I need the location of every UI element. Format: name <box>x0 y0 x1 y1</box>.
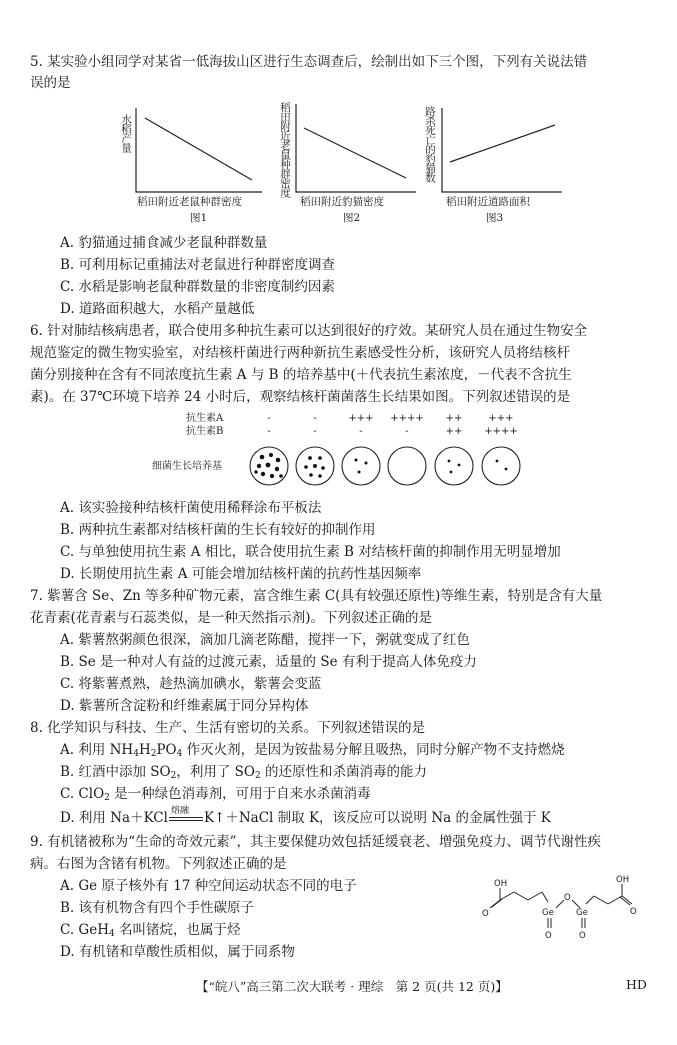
struct-ge-right: Ge <box>576 908 588 918</box>
q6-stem-line3: 菌分别接种在含有不同浓度抗生素 A 与 B 的培养基中(＋代表抗生素浓度，－代表不含抗生 <box>30 367 572 383</box>
fig1-caption: 图1 <box>190 212 208 224</box>
plate-1-colonies <box>254 453 283 478</box>
fig1-xlabel: 稻田附近老鼠种群密度 <box>137 196 242 208</box>
struct-oh-left: OH <box>494 879 508 889</box>
q9-option-c: C. GeH$_4$ 名叫锗烷，也属于烃 <box>60 922 241 939</box>
struct-o-right: O <box>630 907 637 917</box>
culture-plate-4 <box>388 447 426 485</box>
q7-stem-line2: 花青素(花青素与石蕊类似，是一种天然指示剂)。下列叙述正确的是 <box>30 610 433 626</box>
q6-stem-line4: 素)。在 37℃环境下培养 24 小时后，观察结核杆菌菌落生长结果如图。下列叙述错误的是 <box>30 389 571 405</box>
culture-plate-5 <box>435 447 473 485</box>
fig2-ylabel: 稻田附近老鼠种群密度 <box>279 102 291 197</box>
q7-option-a: A. 紫薯熬粥颜色很深，滴加几滴老陈醋，搅拌一下，粥就变成了红色 <box>60 632 470 648</box>
germanium-compound-structure <box>470 870 650 945</box>
row-b-plate-3: - <box>359 426 363 437</box>
q6-stem-line2: 规范鉴定的微生物实验室，对结核杆菌进行两种新抗生素感受性分析，该研究人员将结核杆 <box>30 345 570 361</box>
fig3-caption: 图3 <box>486 212 504 224</box>
q6-option-b: B. 两种抗生素都对结核杆菌的生长有较好的抑制作用 <box>60 522 376 538</box>
row-a-plate-5: ++ <box>445 413 463 424</box>
fig3-ylabel: 路杀死亡的豹猫数 <box>424 106 436 182</box>
row-a-plate-1: - <box>267 413 271 424</box>
struct-o-ge-left: O <box>545 931 552 941</box>
culture-plate-3 <box>342 447 380 485</box>
row-b-plate-6: ++++ <box>484 426 518 437</box>
q8-option-c: C. ClO$_2$ 是一种绿色消毒剂，可用于自来水杀菌消毒 <box>60 786 371 803</box>
row-b-plate-2: - <box>313 426 317 437</box>
plate-3-colonies <box>355 459 368 474</box>
plate-2-colonies <box>304 456 325 478</box>
q8-option-a: A. 利用 $NH_4H_2PO_4$ 作灭火剂，是因为铵盐易分解且吸热，同时分解产物不支持燃烧 <box>60 742 565 759</box>
q6-option-d: D. 长期使用抗生素 A 可能会增加结核杆菌的抗药性基因频率 <box>60 566 422 582</box>
page-footer: 【“皖八”高三第二次大联考 · 理综 第 2 页(共 12 页)】 <box>196 979 508 994</box>
fig1-ylabel: 水稻产量 <box>120 114 132 152</box>
row-a-plate-2: - <box>313 413 317 424</box>
row-b-plate-4: - <box>405 426 409 437</box>
row-a-plate-4: ++++ <box>390 413 424 424</box>
q9-option-b: B. 该有机物含有四个手性碳原子 <box>60 900 255 916</box>
fig2-xlabel: 稻田附近豹猫密度 <box>300 196 384 208</box>
q9-stem-line1: 9. 有机锗被称为“生命的奇效元素”，其主要保健功效包括延缓衰老、增强免疫力、调节代谢性疾 <box>30 834 601 850</box>
q6-option-c: C. 与单独使用抗生素 A 相比，联合使用抗生素 B 对结核杆菌的抑制作用无明显增加 <box>60 544 561 560</box>
row-a-plate-6: +++ <box>488 413 514 424</box>
plate-5-colonies <box>448 460 461 474</box>
q8-option-b: B. 红酒中添加 $SO_2$，利用了 $SO_2$ 的还原性和杀菌消毒的能力 <box>60 764 427 781</box>
q5-option-a: A. 豹猫通过捕食减少老鼠种群数量 <box>60 235 268 251</box>
q8-stem: 8. 化学知识与科技、生产、生活有密切的关系。下列叙述错误的是 <box>30 720 426 736</box>
struct-o-ge-right: O <box>579 931 586 941</box>
plate-6-colonies <box>496 460 508 471</box>
label-culture-medium: 细菌生长培养基 <box>152 461 222 472</box>
q7-option-c: C. 将紫薯煮熟，趁热滴加碘水，紫薯会变蓝 <box>60 676 322 692</box>
row-a-plate-3: +++ <box>348 413 374 424</box>
q9-stem-line2: 病。右图为含锗有机物。下列叙述正确的是 <box>30 856 287 872</box>
q6-stem-line1: 6. 针对肺结核病患者，联合使用多种抗生素可以达到很好的疗效。某研究人员在通过生物安全 <box>30 323 588 339</box>
label-antibiotic-a: 抗生素A <box>186 413 224 424</box>
melt-reaction-arrow: 熔融 <box>169 812 203 826</box>
q7-stem-line1: 7. 紫薯含 Se、Zn 等多种矿物元素，富含维生素 C(具有较强还原性)等维生素，特别是含有大量 <box>30 588 603 604</box>
q5-option-c: C. 水稻是影响老鼠种群数量的非密度制约因素 <box>60 279 335 295</box>
q7-option-d: D. 紫薯所含淀粉和纤维素属于同分异构体 <box>60 698 309 714</box>
struct-oh-right: OH <box>616 875 630 885</box>
q6-option-a: A. 该实验接种结核杆菌使用稀释涂布平板法 <box>60 500 322 516</box>
q8-option-d: D. 利用 Na＋KCl 熔融 K↑＋NaCl 制取 K，该反应可以说明 Na 的金属性强于 K <box>60 805 551 826</box>
q9-option-d: D. 有机锗和草酸性质相似，属于同系物 <box>60 944 295 960</box>
row-b-plate-1: - <box>267 426 271 437</box>
q5-stem-line2: 误的是 <box>30 75 71 91</box>
fig3-xlabel: 稻田附近道路面积 <box>446 196 530 208</box>
q5-option-b: B. 可利用标记重捕法对老鼠进行种群密度调查 <box>60 257 336 273</box>
label-antibiotic-b: 抗生素B <box>186 426 224 437</box>
footer-code: HD <box>626 977 647 992</box>
q5-stem-line1: 5. 某实验小组同学对某省一低海拔山区进行生态调查后，绘制出如下三个图，下列有关说法错 <box>30 54 588 70</box>
row-b-plate-5: ++ <box>445 426 463 437</box>
struct-ge-left: Ge <box>542 908 554 918</box>
q7-option-b: B. Se 是一种对人有益的过渡元素，适量的 Se 有利于提高人体免疫力 <box>60 654 477 670</box>
fig2-caption: 图2 <box>343 212 361 224</box>
q9-option-a: A. Ge 原子核外有 17 种空间运动状态不同的电子 <box>60 878 357 894</box>
struct-o-bridge: O <box>564 893 571 903</box>
culture-plate-6 <box>482 447 520 485</box>
struct-o-left: O <box>482 909 489 919</box>
q5-option-d: D. 道路面积越大，水稻产量越低 <box>60 301 255 317</box>
